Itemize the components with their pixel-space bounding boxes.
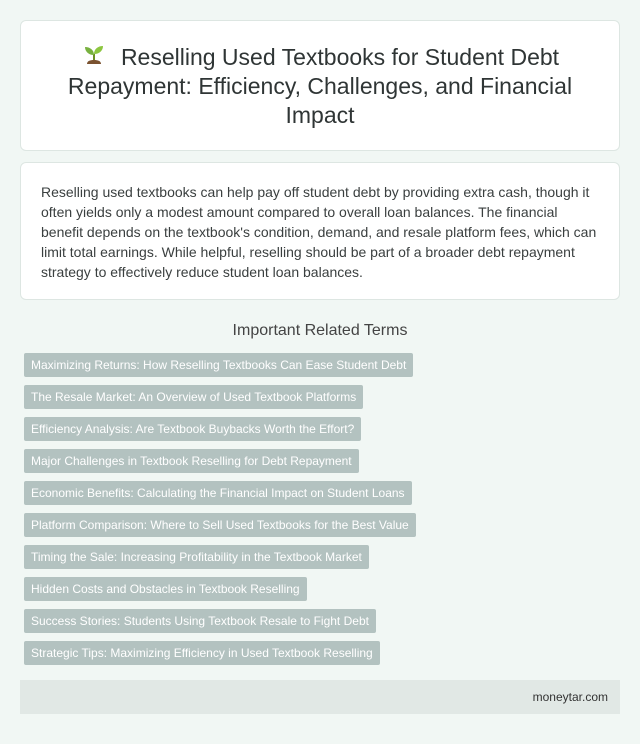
related-terms-heading: Important Related Terms: [232, 322, 408, 339]
related-term-link[interactable]: Platform Comparison: Where to Sell Used Textbooks for the Best Value: [24, 513, 416, 537]
related-term-link[interactable]: Timing the Sale: Increasing Profitability in the Textbook Market: [24, 545, 369, 569]
page-title-text: Reselling Used Textbooks for Student Debt Repayment: Efficiency, Challenges, and Financial Impact: [67, 43, 573, 128]
related-term-link[interactable]: Efficiency Analysis: Are Textbook Buybacks Worth the Effort?: [24, 417, 361, 441]
footer: [20, 680, 620, 714]
related-term-link[interactable]: Major Challenges in Textbook Reselling for Debt Repayment: [24, 449, 359, 473]
related-term-link[interactable]: Strategic Tips: Maximizing Efficiency in Used Textbook Reselling: [24, 641, 380, 665]
related-term-link[interactable]: Maximizing Returns: How Reselling Textbooks Can Ease Student Debt: [24, 353, 413, 377]
related-term-link[interactable]: The Resale Market: An Overview of Used Textbook Platforms: [24, 385, 363, 409]
title-card: [20, 20, 620, 151]
page-title: [51, 42, 589, 130]
summary-text: Reselling used textbooks can help pay off student debt by providing extra cash, though it often yields only a modest amount compared to overall loan balances. The financial benefit depends on the textbook's condition, demand, and resale platform fees, which can limit total earnings. While helpful, reselling should be part of a broader debt repayment strategy to effectively reduce student loan balances.: [41, 184, 597, 280]
footer-brand[interactable]: moneytar.com: [532, 690, 608, 704]
related-terms-list: [24, 353, 624, 673]
summary-card: [20, 162, 620, 300]
related-term-link[interactable]: Success Stories: Students Using Textbook Resale to Fight Debt: [24, 609, 376, 633]
related-term-link[interactable]: Hidden Costs and Obstacles in Textbook Reselling: [24, 577, 307, 601]
sprout-icon: [81, 42, 107, 68]
related-term-link[interactable]: Economic Benefits: Calculating the Financial Impact on Student Loans: [24, 481, 412, 505]
